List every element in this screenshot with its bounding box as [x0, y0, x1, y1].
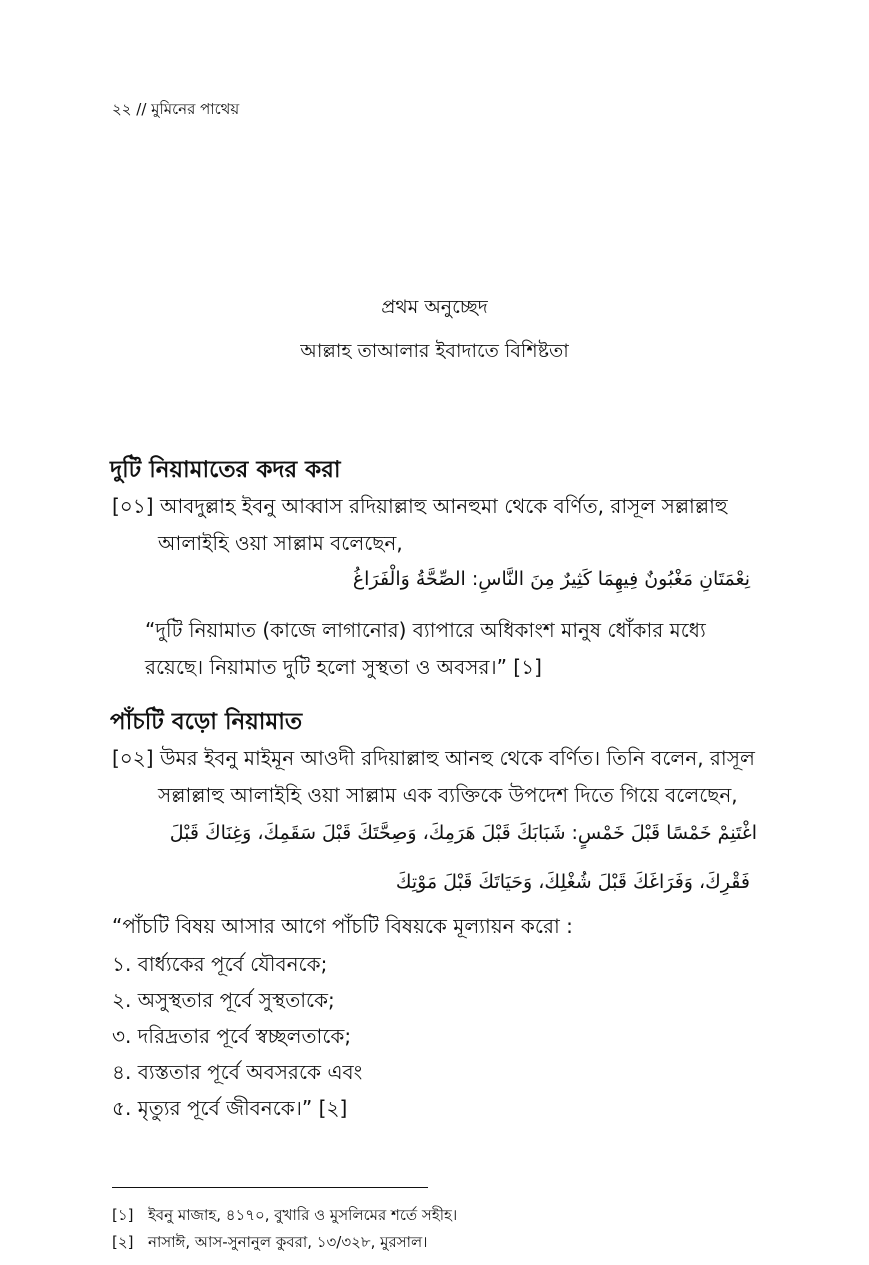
chapter-title: আল্লাহ তাআলার ইবাদাতে বিশিষ্টতা	[300, 340, 569, 362]
hadith-text: আলাইহি ওয়া সাল্লাম বলেছেন,	[158, 531, 403, 555]
section-heading: দুটি নিয়ামাতের কদর করা	[110, 457, 341, 483]
footnote-text: নাসাঈ, আস-সুনানুল কুবরা, ১৩/৩২৮, মুরসাল।	[148, 1233, 428, 1251]
footnote-text: ইবনু মাজাহ, ৪১৭০, বুখারি ও মুসলিমের শর্তে সহীহ।	[148, 1206, 458, 1224]
section-heading: পাঁচটি বড়ো নিয়ামাত	[110, 709, 303, 735]
hadith-text: [০২] উমর ইবনু মাইমূন আওদী রদিয়াল্লাহু আনহু থেকে বর্ণিত। তিনি বলেন, রাসূল	[112, 746, 755, 770]
list-item: ৩. দরিদ্রতার পূর্বে স্বচ্ছলতাকে;	[112, 1024, 352, 1048]
footnote-ref: [১]	[112, 1206, 134, 1224]
hadith-text: সল্লাল্লাহু আলাইহি ওয়া সাল্লাম এক ব্যক্তিকে উপদেশ দিতে গিয়ে বলেছেন,	[158, 783, 738, 807]
footnote	[112, 1204, 457, 1229]
footnote-divider	[112, 1187, 428, 1188]
list-item: ২. অসুস্থতার পূর্বে সুস্থতাকে;	[112, 988, 335, 1012]
chapter-label: প্রথম অনুচ্ছেদ	[381, 296, 488, 318]
arabic-text: اغْتَنِمْ خَمْسًا قَبْلَ خَمْسٍ: شَبَابَكَ قَبْلَ هَرَمِكَ، وَصِحَّتَكَ قَبْلَ سَقَمِكَ، وَغِنَاكَ قَبْلَ	[169, 822, 757, 844]
arabic-text: فَقْرِكَ، وَفَرَاغَكَ قَبْلَ شُغْلِكَ، وَحَيَاتَكَ قَبْلَ مَوْتِكَ	[395, 871, 750, 893]
list-item: ১. বার্ধ্যকের পূর্বে যৌবনকে;	[112, 952, 328, 976]
footnote-ref: [২]	[112, 1233, 134, 1251]
list-intro: “পাঁচটি বিষয় আসার আগে পাঁচটি বিষয়কে মূল্যায়ন করো :	[112, 914, 573, 938]
translation-text: রয়েছে। নিয়ামাত দুটি হলো সুস্থতা ও অবসর।” [১]	[145, 655, 542, 679]
footnote	[112, 1231, 428, 1256]
hadith-text: [০১] আবদুল্লাহ ইবনু আব্বাস রদিয়াল্লাহু আনহুমা থেকে বর্ণিত, রাসূল সল্লাল্লাহু	[112, 494, 728, 518]
arabic-text: نِعْمَتَانِ مَغْبُونٌ فِيهِمَا كَثِيرٌ مِنَ النَّاسِ: الصِّحَّةُ وَالْفَرَاغُ	[352, 568, 750, 590]
list-item: ৪. ব্যস্ততার পূর্বে অবসরকে এবং	[112, 1060, 363, 1084]
list-item: ৫. মৃত্যুর পূর্বে জীবনকে।” [২]	[112, 1096, 348, 1120]
translation-text: “দুটি নিয়ামাত (কাজে লাগানোর) ব্যাপারে অধিকাংশ মানুষ ধোঁকার মধ্যে	[145, 618, 706, 642]
page-header: ২২ // মুমিনের পাথেয়	[112, 100, 240, 118]
